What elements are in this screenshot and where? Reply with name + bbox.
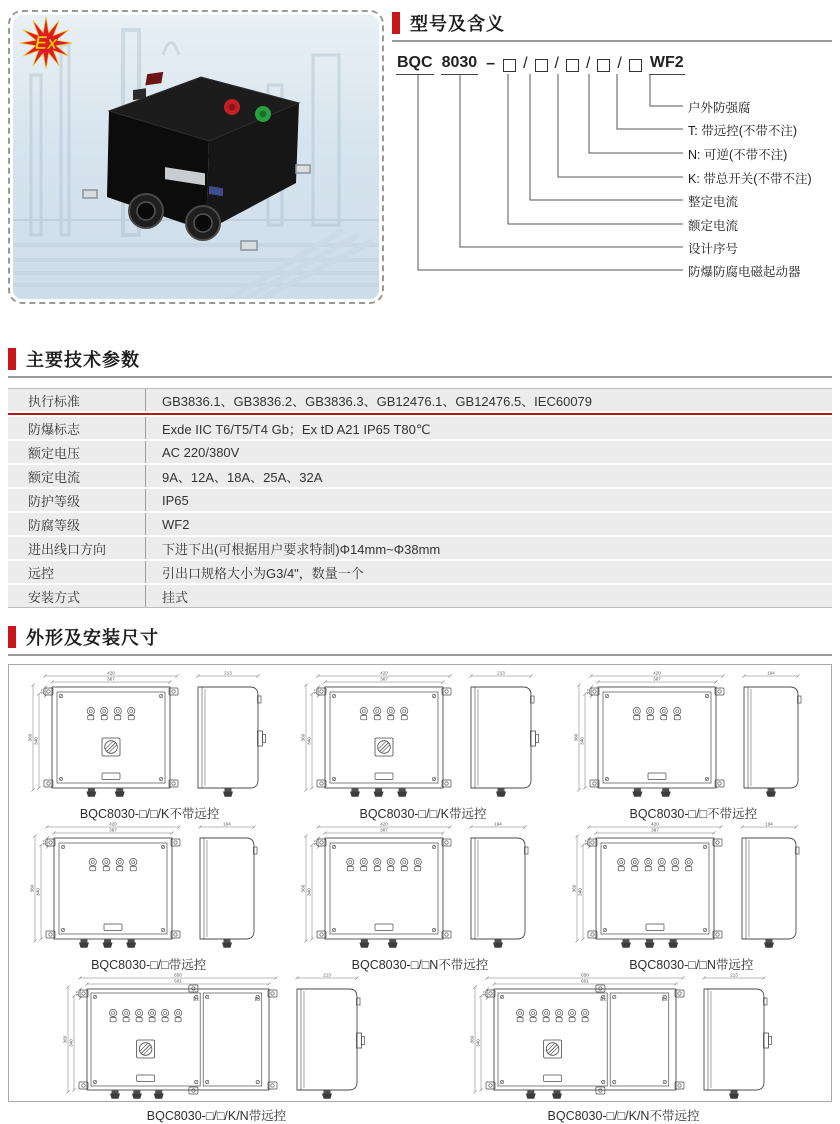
svg-text:650: 650 xyxy=(173,973,182,978)
svg-text:387: 387 xyxy=(108,827,117,833)
dims-section-header xyxy=(8,624,832,650)
drawing-n-remote xyxy=(572,822,810,973)
svg-text:360: 360 xyxy=(29,884,35,893)
table-row xyxy=(8,465,832,487)
technical-drawing xyxy=(28,671,272,804)
drawing-n-no-remote xyxy=(301,822,539,973)
svg-text:387: 387 xyxy=(653,676,662,682)
svg-text:340: 340 xyxy=(577,888,583,896)
section-accent-bar xyxy=(392,12,400,34)
svg-text:360: 360 xyxy=(62,1035,67,1044)
svg-text:213: 213 xyxy=(322,973,331,978)
row-value: 9A、12A、18A、25A、32A xyxy=(146,465,832,487)
svg-text:360: 360 xyxy=(300,733,306,742)
svg-text:340: 340 xyxy=(579,737,585,745)
svg-text:32: 32 xyxy=(39,688,45,695)
svg-text:340: 340 xyxy=(68,1039,73,1047)
drawing-caption: BQC8030-□/□带远控 xyxy=(91,958,207,972)
svg-text:420: 420 xyxy=(653,671,662,676)
section-accent-bar xyxy=(8,626,16,648)
drawing-kn-remote xyxy=(63,973,371,1124)
model-designation-diagram xyxy=(392,48,832,298)
svg-text:32: 32 xyxy=(586,688,592,695)
section-accent-bar xyxy=(8,348,16,370)
svg-text:360: 360 xyxy=(300,884,306,893)
ex-starburst-icon xyxy=(13,15,79,71)
row-value: AC 220/380V xyxy=(146,441,832,463)
table-row xyxy=(8,537,832,559)
model-section-header xyxy=(392,10,832,36)
svg-text:387: 387 xyxy=(380,676,388,682)
row-label: 防腐等级 xyxy=(8,513,146,535)
table-row xyxy=(8,585,832,607)
row-value: WF2 xyxy=(146,513,832,535)
technical-drawing xyxy=(470,973,778,1106)
svg-text:32: 32 xyxy=(312,688,318,695)
svg-text:32: 32 xyxy=(41,839,47,846)
row-value: IP65 xyxy=(146,489,832,511)
svg-text:213: 213 xyxy=(223,671,232,676)
row-label: 额定电流 xyxy=(8,465,146,487)
drawing-no-remote xyxy=(574,671,812,822)
row-label: 远控 xyxy=(8,561,146,583)
svg-text:32: 32 xyxy=(74,990,80,997)
section-rule xyxy=(392,40,832,42)
svg-text:213: 213 xyxy=(497,671,505,676)
drawing-caption: BQC8030-□/□/K/N不带远控 xyxy=(547,1109,700,1123)
params-section xyxy=(8,346,832,608)
model-label-wf2: 户外防强腐 xyxy=(688,101,751,115)
table-row xyxy=(8,513,832,535)
svg-text:340: 340 xyxy=(33,737,39,745)
svg-text:387: 387 xyxy=(106,676,115,682)
section-rule xyxy=(8,376,832,378)
svg-text:420: 420 xyxy=(651,822,660,827)
model-slash: / xyxy=(585,55,591,72)
svg-text:360: 360 xyxy=(469,1035,474,1044)
model-series: 8030 xyxy=(441,54,479,75)
technical-drawing xyxy=(572,822,810,955)
ex-text: Ex xyxy=(34,32,58,54)
model-label-n: N: 可逆(不带不注) xyxy=(688,148,788,162)
table-row xyxy=(8,441,832,463)
drawing-k-remote xyxy=(301,671,545,822)
drawings-container xyxy=(8,664,832,1123)
svg-text:601: 601 xyxy=(580,978,589,984)
model-prefix: BQC xyxy=(396,54,434,75)
svg-text:387: 387 xyxy=(380,827,388,833)
row-label: 安装方式 xyxy=(8,585,146,607)
model-label-t: T: 带远控(不带不注) xyxy=(688,124,798,138)
technical-drawing xyxy=(574,671,812,804)
row-label: 额定电压 xyxy=(8,441,146,463)
svg-text:360: 360 xyxy=(27,733,33,742)
svg-text:360: 360 xyxy=(574,733,579,742)
drawing-caption: BQC8030-□/□/K带远控 xyxy=(359,807,487,821)
model-label-product-name: 防爆防腐电磁起动器 xyxy=(688,265,801,279)
svg-text:194: 194 xyxy=(765,822,774,827)
row-value: GB3836.1、GB3836.2、GB3836.3、GB12476.1、GB12476.5、IEC60079 xyxy=(146,389,832,411)
table-row xyxy=(8,417,832,439)
row-label: 防护等级 xyxy=(8,489,146,511)
svg-text:Ex: Ex xyxy=(192,997,199,1003)
drawing-caption: BQC8030-□/□N带远控 xyxy=(629,958,754,972)
svg-text:340: 340 xyxy=(35,888,41,896)
technical-drawing xyxy=(63,973,371,1106)
svg-text:340: 340 xyxy=(475,1039,480,1047)
svg-text:Ex: Ex xyxy=(599,997,606,1003)
svg-text:420: 420 xyxy=(106,671,115,676)
drawing-caption: BQC8030-□/□不带远控 xyxy=(629,807,758,821)
model-label-rated-current: 额定电流 xyxy=(688,219,739,233)
dims-section-title: 外形及安装尺寸 xyxy=(26,628,159,648)
drawing-remote xyxy=(30,822,268,973)
drawing-kn-no-remote xyxy=(470,973,778,1124)
drawing-caption: BQC8030-□/□/K/N带远控 xyxy=(146,1109,287,1123)
svg-text:420: 420 xyxy=(380,822,388,827)
svg-text:601: 601 xyxy=(173,978,182,984)
row-label: 进出线口方向 xyxy=(8,537,146,559)
drawing-k-no-remote xyxy=(28,671,272,822)
drawings-row-1 xyxy=(13,671,827,822)
product-photo-frame xyxy=(8,10,384,304)
row-value: 下进下出(可根据用户要求特制)Φ14mm~Φ38mm xyxy=(146,537,832,559)
technical-drawing xyxy=(30,822,268,955)
params-table xyxy=(8,388,832,608)
top-row xyxy=(8,10,832,308)
model-slash: / xyxy=(617,55,622,72)
row-label: 防爆标志 xyxy=(8,417,146,439)
product-photo xyxy=(13,15,379,299)
red-separator xyxy=(8,413,832,415)
control-box xyxy=(83,72,310,250)
drawings-row-2 xyxy=(13,822,827,973)
drawing-caption: BQC8030-□/□N不带远控 xyxy=(351,958,489,972)
model-suffix: WF2 xyxy=(649,54,685,75)
svg-text:420: 420 xyxy=(108,822,117,827)
svg-text:32: 32 xyxy=(584,839,590,846)
table-row xyxy=(8,561,832,583)
svg-text:194: 194 xyxy=(222,822,231,827)
svg-text:32: 32 xyxy=(481,990,487,997)
svg-text:387: 387 xyxy=(651,827,660,833)
svg-text:650: 650 xyxy=(580,973,589,978)
model-label-k: K: 带总开关(不带不注) xyxy=(688,172,812,186)
row-label: 执行标准 xyxy=(8,389,146,411)
svg-text:340: 340 xyxy=(306,737,312,745)
params-section-header xyxy=(8,346,832,372)
model-section-title: 型号及含义 xyxy=(410,14,505,34)
technical-drawing xyxy=(301,671,545,804)
model-label-design-serial: 设计序号 xyxy=(688,242,739,256)
drawing-caption: BQC8030-□/□/K不带远控 xyxy=(79,807,220,821)
model-section xyxy=(392,10,832,308)
model-dash: – xyxy=(486,55,496,72)
row-value: Exde IIC T6/T5/T4 Gb；Ex tD A21 IP65 T80℃ xyxy=(146,417,832,439)
svg-text:194: 194 xyxy=(494,822,502,827)
table-row xyxy=(8,489,832,511)
svg-text:32: 32 xyxy=(312,839,318,846)
drawings-row-3 xyxy=(13,973,827,1124)
svg-text:213: 213 xyxy=(729,973,738,978)
svg-text:194: 194 xyxy=(767,671,776,676)
svg-text:Ex: Ex xyxy=(254,997,261,1003)
svg-text:340: 340 xyxy=(306,888,312,896)
row-value: 引出口规格大小为G3/4"，数量一个 xyxy=(146,561,832,583)
dimensions-section xyxy=(8,624,832,1123)
section-rule xyxy=(8,654,832,656)
technical-drawing xyxy=(301,822,539,955)
svg-text:420: 420 xyxy=(380,671,388,676)
model-slash: / xyxy=(523,55,528,72)
svg-text:Ex: Ex xyxy=(661,997,668,1003)
row-value: 挂式 xyxy=(146,585,832,607)
table-row xyxy=(8,389,832,411)
model-label-setting-current: 整定电流 xyxy=(688,195,739,209)
model-slash: / xyxy=(554,55,559,72)
params-section-title: 主要技术参数 xyxy=(26,350,140,370)
svg-text:360: 360 xyxy=(572,884,577,893)
